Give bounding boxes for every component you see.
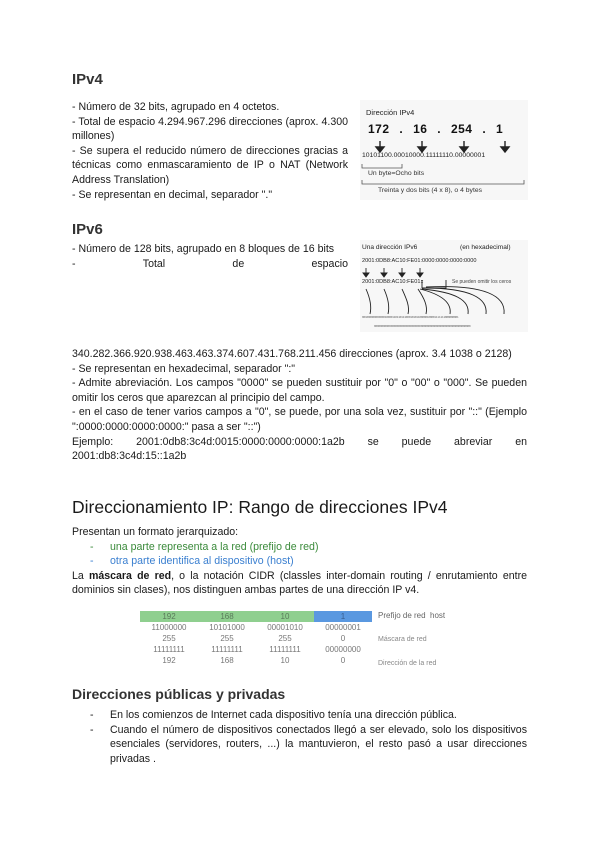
table-cell: 00001010	[267, 623, 303, 632]
ipv6-heading: IPv6	[72, 221, 103, 238]
ipv4-text	[72, 100, 348, 202]
ipv4-octets	[368, 122, 503, 136]
table-cell: 11111111	[153, 645, 185, 654]
table-cell: 11111111	[269, 645, 301, 654]
list-item: - Cuando el número de dispositivos conectados llegó a ser elevado, solo los dispositivos esenciales (servidores, routers, ...) la mantuvieron, el resto pasó a usar direcciones privadas .	[90, 723, 527, 767]
octet: 172	[368, 122, 390, 136]
table-row	[140, 633, 372, 644]
table-cell: 168	[220, 656, 234, 665]
ipv6-diagram-title: Una dirección IPv6	[362, 244, 418, 251]
table-cell: 11111111	[211, 645, 243, 654]
word: -	[72, 258, 76, 270]
prefix-label: Prefijo de red	[378, 611, 426, 620]
ipv6-text	[72, 347, 527, 464]
ipv6-omit-label: Se pueden omitir los ceros	[452, 279, 512, 285]
ipv6-diagram-subtitle: (en hexadecimal)	[460, 244, 511, 251]
table-cell: 00000001	[325, 623, 361, 632]
ipv4-heading: IPv4	[72, 71, 103, 88]
table-cell: 00000000	[325, 645, 361, 654]
table-row	[140, 655, 372, 666]
ipv4-line: - Total de espacio 4.294.967.296 direcciones (aprox. 4.300 millones)	[72, 115, 348, 143]
list-item: - una parte representa a la red (prefijo de red)	[90, 540, 527, 555]
octet-dot: .	[482, 122, 487, 136]
ipv6-line-1: - Número de 128 bits, agrupado en 8 bloques de 16 bits	[72, 243, 335, 255]
mask-text-before: La	[72, 569, 89, 582]
ipv6-line: - Se representan en hexadecimal, separador ":"	[72, 362, 296, 375]
list-item: - En los comienzos de Internet cada dispositivo tenía una dirección pública.	[90, 708, 527, 723]
table-cell: 255	[162, 634, 176, 643]
table-cell: 1	[314, 611, 372, 622]
ipv6-full-address: 2001:0DB8:AC10:FE01:0000:0000:0000:0000	[362, 258, 477, 264]
ipv4-byte-label: Un byte=Ocho bits	[368, 170, 425, 177]
mask-diagram	[140, 609, 460, 673]
red-host-list	[72, 540, 527, 569]
ipv6-short-address: 2001:0DB8:AC10:FE01::	[362, 279, 424, 285]
network-address-label: Dirección de la red	[378, 660, 437, 667]
mask-paragraph	[72, 569, 527, 598]
ipv6-line: - en el caso de tener varios campos a "0", se puede, por una sola vez, sustituir por "::" (Ejemplo ":0000:0000:0000:0000:" pasa a ser "::")	[72, 406, 527, 433]
word: espacio	[311, 258, 348, 270]
ipv6-line: Ejemplo: 2001:0db8:3c4d:0015:0000:0000:0000:1a2b se puede abreviar en 2001:db8:3c4d:15::1a2b	[72, 435, 527, 463]
word: Total	[142, 258, 166, 270]
ipv4-binary: 10101100.00010000.11111110.00000001	[362, 152, 486, 159]
table-cell: 168	[198, 611, 256, 622]
table-row	[140, 611, 372, 622]
ipv6-diagram	[360, 240, 528, 332]
ipv4-line: - Se representan en decimal, separador "."	[72, 188, 273, 201]
host-label: host	[430, 611, 446, 620]
table-row	[140, 622, 372, 633]
octet: 16	[413, 122, 428, 136]
ipv4-line: - Se supera el reducido número de direcciones gracias a técnicas como enmascaramiento de IP o NAT (Network Address Translation)	[72, 144, 348, 186]
octet-dot: .	[437, 122, 442, 136]
publicas-list	[90, 708, 527, 766]
table-cell: 255	[220, 634, 234, 643]
octet: 1	[496, 122, 504, 136]
direccionamiento-text	[72, 525, 527, 598]
table-cell: 0	[340, 634, 346, 643]
octet-dot: .	[399, 122, 404, 136]
direccionamiento-intro: Presentan un formato jerarquizado:	[72, 526, 239, 538]
mask-label: Máscara de red	[378, 636, 427, 643]
table-cell: 11000000	[151, 623, 187, 632]
ipv4-line: - Número de 32 bits, agrupado en 4 octetos.	[72, 101, 280, 113]
table-cell: 255	[278, 634, 292, 643]
list-item: - otra parte identifica al dispositivo (host)	[90, 554, 527, 569]
ipv6-bits-row-2: 0000000000000000000000000000000000000000000000000000000000000000	[374, 324, 471, 328]
ipv6-continuation: 340.282.366.920.938.463.463.374.607.431.768.211.456 direcciones (aprox. 3.4 1038 o 2128)	[72, 348, 512, 360]
ipv4-diagram	[360, 100, 528, 200]
publicas-heading: Direcciones públicas y privadas	[72, 686, 286, 702]
table-cell: 0	[340, 656, 346, 665]
ipv6-bits-row-1: 0010000000000001000011011011100010101100000100001111111000000001	[362, 315, 459, 319]
mask-table	[140, 611, 372, 666]
table-cell: 192	[140, 611, 198, 622]
mask-text-after: , o la notación CIDR (classles inter-domain routing / enrutamiento entre dominios sin clases), nos distinguen ambas partes de una dirección IP v4.	[72, 569, 527, 597]
table-cell: 10101000	[209, 623, 245, 632]
octet: 254	[450, 122, 473, 136]
table-cell: 10	[256, 611, 314, 622]
table-cell: 10	[280, 656, 290, 665]
mask-term: máscara de red	[88, 569, 172, 582]
direccionamiento-heading: Direccionamiento IP: Rango de direcciones IPv4	[72, 497, 448, 517]
ipv6-line: - Admite abreviación. Los campos "0000" se pueden sustituir por "0" o "00" o "000". Se pueden omitir los ceros que aparezcan al principio del campo.	[72, 377, 527, 404]
ipv4-diagram-title: Dirección IPv4	[366, 108, 415, 117]
table-row	[140, 644, 372, 655]
table-cell: 192	[162, 656, 176, 665]
ipv6-line-2	[72, 257, 348, 272]
word: de	[232, 258, 245, 270]
ipv4-total-label: Treinta y dos bits (4 x 8), o 4 bytes	[378, 187, 483, 194]
